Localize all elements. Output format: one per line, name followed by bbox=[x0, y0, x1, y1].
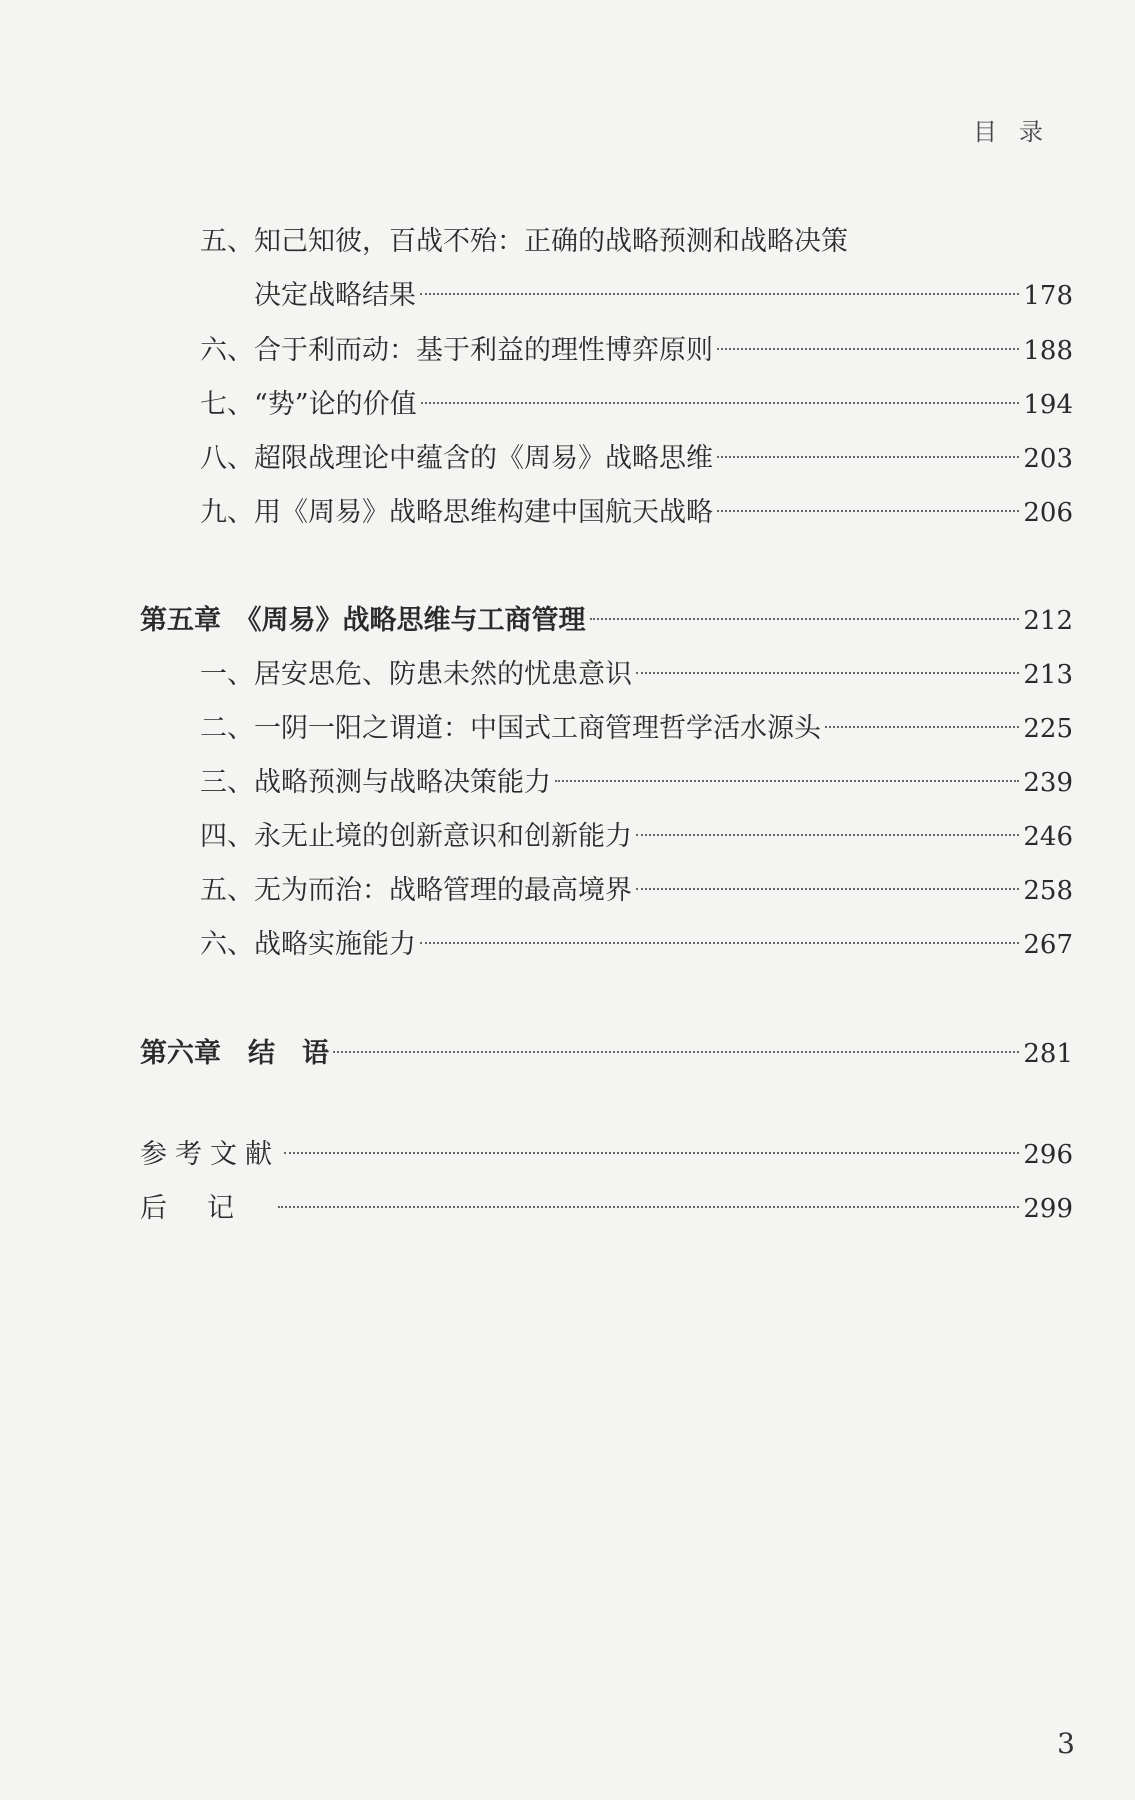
toc-entry-label: 三、战略预测与战略决策能力 bbox=[200, 767, 551, 798]
dot-leader bbox=[590, 618, 1020, 620]
toc-entry-page: 206 bbox=[1023, 498, 1073, 528]
toc-entry-section-8[interactable] bbox=[200, 439, 1073, 479]
toc-entry-section-9[interactable] bbox=[200, 493, 1073, 533]
dot-leader bbox=[825, 726, 1019, 728]
toc-entry-page: 246 bbox=[1023, 822, 1073, 852]
dot-leader bbox=[278, 1206, 1019, 1208]
dot-leader bbox=[284, 1152, 1019, 1154]
toc-entry-ch5-section-3[interactable] bbox=[200, 763, 1073, 803]
toc-entry-chapter-5[interactable] bbox=[140, 601, 1073, 641]
toc-entry-page: 178 bbox=[1023, 281, 1073, 311]
dot-leader bbox=[717, 510, 1019, 512]
toc-entry-label: 五、无为而治：战略管理的最高境界 bbox=[200, 875, 632, 906]
toc-entry-label: 后记 bbox=[140, 1193, 274, 1224]
toc-entry-ch5-section-5[interactable] bbox=[200, 871, 1073, 911]
dot-leader bbox=[555, 780, 1019, 782]
toc-entry-page: 299 bbox=[1023, 1194, 1073, 1224]
toc-entry-label: 九、用《周易》战略思维构建中国航天战略 bbox=[200, 497, 713, 528]
dot-leader bbox=[717, 456, 1019, 458]
toc-entry-label: 决定战略结果 bbox=[254, 280, 416, 311]
toc-entry-page: 281 bbox=[1023, 1039, 1073, 1069]
toc-entry-section-7[interactable] bbox=[200, 385, 1073, 425]
running-header: 目录 bbox=[973, 118, 1065, 146]
toc-entry-page: 258 bbox=[1023, 876, 1073, 906]
toc-entry-page: 296 bbox=[1023, 1140, 1073, 1170]
toc-entry-ch5-section-2[interactable] bbox=[200, 709, 1073, 749]
dot-leader bbox=[636, 672, 1019, 674]
toc-entry-label: 第六章 结 语 bbox=[140, 1038, 329, 1069]
toc-entry-label: 一、居安思危、防患未然的忧患意识 bbox=[200, 659, 632, 690]
toc-entry-label: 六、战略实施能力 bbox=[200, 929, 416, 960]
dot-leader bbox=[421, 402, 1020, 404]
dot-leader bbox=[420, 293, 1019, 295]
toc-entry-afterword[interactable] bbox=[140, 1189, 1073, 1229]
toc-entry-label: 二、一阴一阳之谓道：中国式工商管理哲学活水源头 bbox=[200, 713, 821, 744]
toc-entry-page: 212 bbox=[1023, 606, 1073, 636]
toc-entry-section-5[interactable] bbox=[200, 222, 1073, 262]
toc-entry-chapter-6[interactable] bbox=[140, 1034, 1073, 1074]
toc-entry-page: 188 bbox=[1023, 336, 1073, 366]
toc-entry-page: 267 bbox=[1023, 930, 1073, 960]
toc-entry-label: 五、知己知彼，百战不殆：正确的战略预测和战略决策 bbox=[200, 226, 848, 257]
toc-entry-label: 八、超限战理论中蕴含的《周易》战略思维 bbox=[200, 443, 713, 474]
toc-entry-page: 239 bbox=[1023, 768, 1073, 798]
toc-entry-label: 参考文献 bbox=[140, 1139, 280, 1170]
dot-leader bbox=[636, 888, 1019, 890]
toc-entry-label: 四、永无止境的创新意识和创新能力 bbox=[200, 821, 632, 852]
page-number: 3 bbox=[1057, 1727, 1075, 1760]
dot-leader bbox=[717, 348, 1019, 350]
toc-entry-page: 194 bbox=[1023, 390, 1073, 420]
toc-entry-section-6[interactable] bbox=[200, 331, 1073, 371]
dot-leader bbox=[420, 942, 1019, 944]
dot-leader bbox=[636, 834, 1019, 836]
toc-entry-page: 213 bbox=[1023, 660, 1073, 690]
toc-entry-ch5-section-4[interactable] bbox=[200, 817, 1073, 857]
toc-entry-references[interactable] bbox=[140, 1135, 1073, 1175]
toc-entry-ch5-section-1[interactable] bbox=[200, 655, 1073, 695]
toc-entry-page: 225 bbox=[1023, 714, 1073, 744]
toc-entry-label: 六、合于利而动：基于利益的理性博弈原则 bbox=[200, 335, 713, 366]
toc-entry-label: 第五章 《周易》战略思维与工商管理 bbox=[140, 605, 586, 636]
dot-leader bbox=[333, 1051, 1019, 1053]
toc-entry-ch5-section-6[interactable] bbox=[200, 925, 1073, 965]
toc-entry-label: 七、“势”论的价值 bbox=[200, 389, 417, 420]
toc-entry-page: 203 bbox=[1023, 444, 1073, 474]
toc-entry-section-5-cont[interactable] bbox=[254, 276, 1073, 316]
